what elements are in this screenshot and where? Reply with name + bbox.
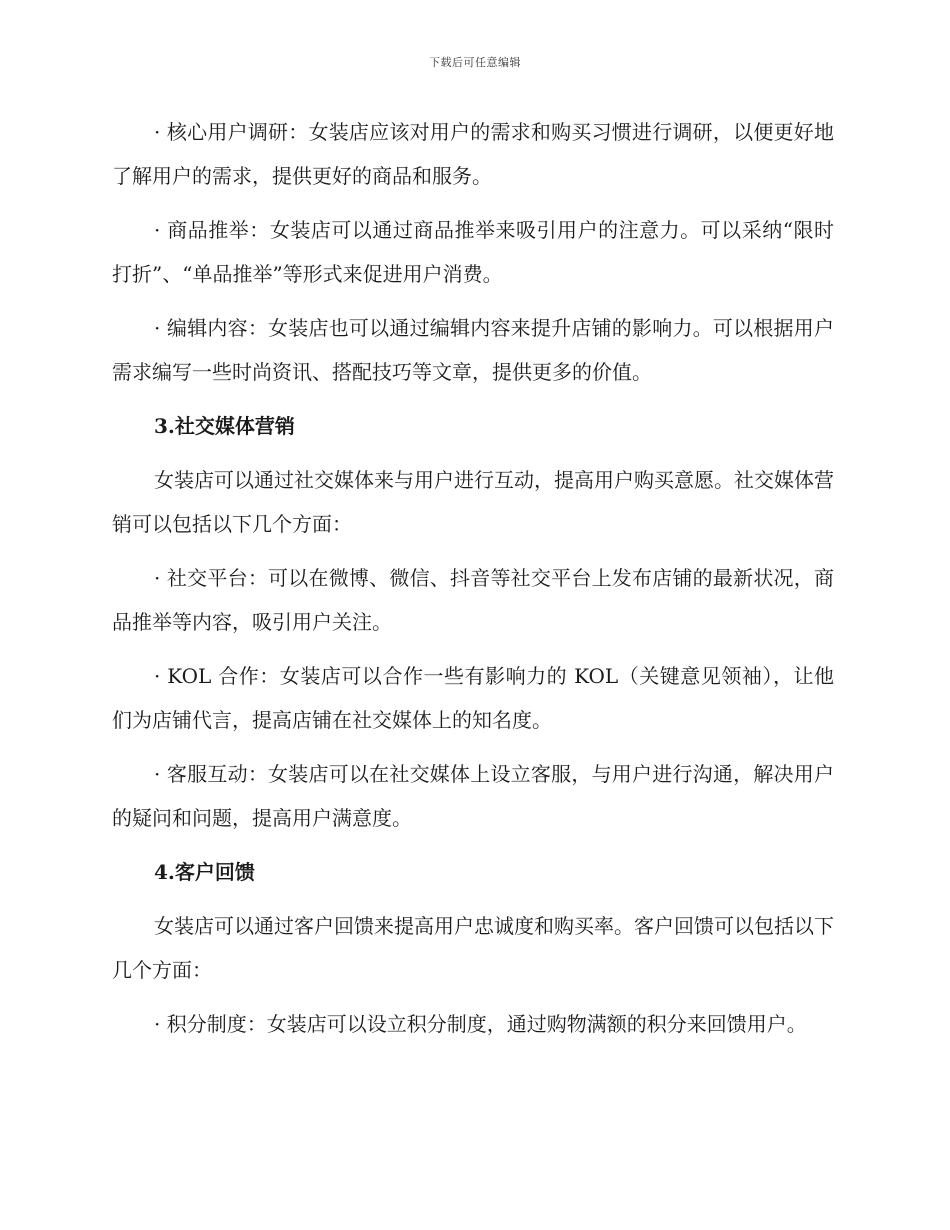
paragraph-core-user-research: · 核心用户调研：女装店应该对用户的需求和购买习惯进行调研，以便更好地了解用户的需求，提供更好的商品和服务。 bbox=[112, 120, 834, 188]
paragraph-product-recommendation: · 商品推举：女装店可以通过商品推举来吸引用户的注意力。可以采纳“限时打折”、“单品推举”等形式来促进用户消费。 bbox=[112, 218, 834, 286]
paragraph-feedback-intro: 女装店可以通过客户回馈来提高用户忠诚度和购买率。客户回馈可以包括以下几个方面： bbox=[112, 914, 834, 982]
paragraph-points-system: · 积分制度：女装店可以设立积分制度，通过购物满额的积分来回馈用户。 bbox=[154, 1012, 807, 1036]
paragraph-kol-cooperation: · KOL 合作：女装店可以合作一些有影响力的 KOL（关键意见领袖），让他们为店铺代言，提高店铺在社交媒体上的知名度。 bbox=[112, 664, 834, 732]
paragraph-customer-service: · 客服互动：女装店可以在社交媒体上设立客服，与用户进行沟通，解决用户的疑问和问题，提高用户满意度。 bbox=[112, 762, 834, 830]
paragraph-social-platforms: · 社交平台：可以在微博、微信、抖音等社交平台上发布店铺的最新状况，商品推举等内容，吸引用户关注。 bbox=[112, 566, 834, 634]
paragraph-editorial-content: · 编辑内容：女装店也可以通过编辑内容来提升店铺的影响力。可以根据用户需求编写一些时尚资讯、搭配技巧等文章，提供更多的价值。 bbox=[112, 316, 834, 384]
paragraph-social-media-intro: 女装店可以通过社交媒体来与用户进行互动，提高用户购买意愿。社交媒体营销可以包括以下几个方面： bbox=[112, 468, 834, 536]
section-heading-social-media: 3.社交媒体营销 bbox=[154, 414, 295, 438]
document-body bbox=[112, 110, 834, 1056]
page-header: 下载后可任意编辑 bbox=[429, 56, 521, 69]
section-heading-customer-feedback: 4.客户回馈 bbox=[154, 860, 255, 884]
